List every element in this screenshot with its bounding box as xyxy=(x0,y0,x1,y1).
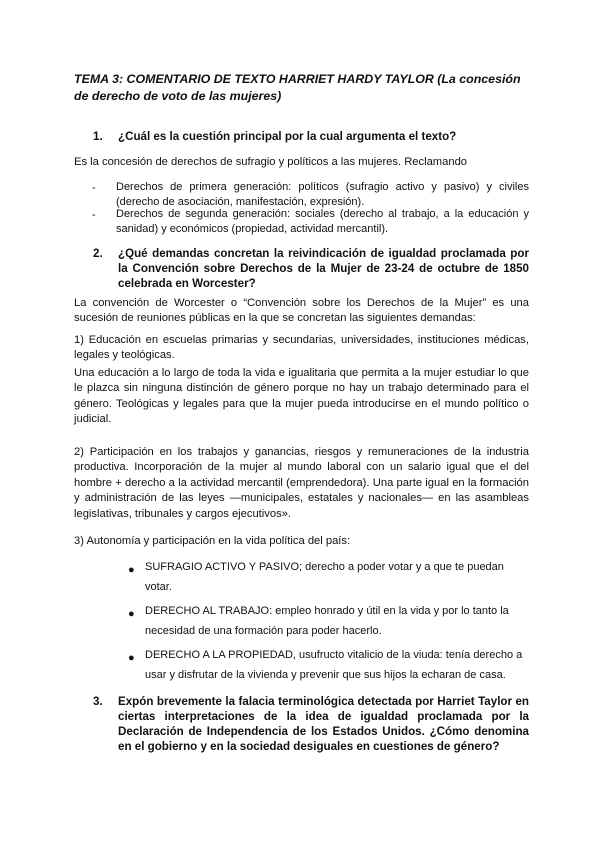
answer-2-paragraph: Una educación a lo largo de toda la vida e igualitaria que permita a la mujer estudiar lo que le plazca sin ninguna distinción de género porque no hay un trabajo determinado para el género. Teológicas y legales para que la mujer pueda introducirse en el mundo político o judicial. xyxy=(74,367,529,426)
answer-2-paragraph: 3) Autonomía y participación en la vida política del país: xyxy=(74,535,351,547)
bullet-icon: ● xyxy=(128,564,135,576)
question-number: 1. xyxy=(93,130,103,143)
bullet-item: SUFRAGIO ACTIVO Y PASIVO; derecho a poder votar y a que te puedan votar. xyxy=(145,561,504,593)
question-number: 3. xyxy=(93,695,103,708)
list-dash: - xyxy=(92,182,96,194)
list-item: Derechos de segunda generación: sociales (derecho al trabajo, a la educación y sanidad) y económicos (propiedad, actividad mercantil). xyxy=(116,208,529,235)
question-text: ¿Qué demandas concretan la reivindicación de igualdad proclamada por la Convención sobre Derechos de la Mujer de 23-24 de octubre de 1850 celebrada en Worcester? xyxy=(118,247,529,290)
answer-1-intro: Es la concesión de derechos de sufragio y políticos a las mujeres. Reclamando xyxy=(74,156,468,168)
answer-2-intro: La convención de Worcester o “Convención sobre los Derechos de la Mujer” es una sucesión de reuniones públicas en la que se concretan las siguientes demandas: xyxy=(74,297,529,325)
question-text: ¿Cuál es la cuestión principal por la cual argumenta el texto? xyxy=(118,130,457,143)
bullet-item: DERECHO AL TRABAJO: empleo honrado y útil en la vida y por lo tanto la necesidad de una formación para poder hacerlo. xyxy=(145,605,509,637)
answer-2-paragraph: 1) Educación en escuelas primarias y secundarias, universidades, instituciones médicas, legales y teológicas. xyxy=(74,334,529,362)
question-number: 2. xyxy=(93,247,103,260)
list-item: Derechos de primera generación: políticos (sufragio activo y pasivo) y civiles (derecho de asociación, manifestación, expresión). xyxy=(116,181,529,208)
bullet-icon: ● xyxy=(128,652,135,664)
document-title: TEMA 3: COMENTARIO DE TEXTO HARRIET HARDY TAYLOR (La concesión de derecho de voto de las mujeres) xyxy=(74,72,521,103)
answer-2-paragraph: 2) Participación en los trabajos y ganancias, riesgos y remuneraciones de la industria productiva. Incorporación de la mujer al mundo laboral con un salario igual que el del hombre + derecho a la actividad mercantil (emprendedora). Una parte igual en la formación y administración de las leyes —municipales, estatales y nacionales— en las asambleas legislativas, tribunales y cargos ejecutivos». xyxy=(74,446,529,520)
bullet-item: DERECHO A LA PROPIEDAD, usufructo vitalicio de la viuda: tenía derecho a usar y disfrutar de la vivienda y prevenir que sus hijos la echaran de casa. xyxy=(145,649,523,681)
bullet-icon: ● xyxy=(128,608,135,620)
question-text: Expón brevemente la falacia terminológica detectada por Harriet Taylor en ciertas interpretaciones de la idea de igualdad proclamada por la Declaración de Independencia de los Estados Unidos. ¿Cómo denomina en el gobierno y en la sociedad desiguales en cuestiones de género? xyxy=(118,695,529,753)
list-dash: - xyxy=(92,209,96,221)
